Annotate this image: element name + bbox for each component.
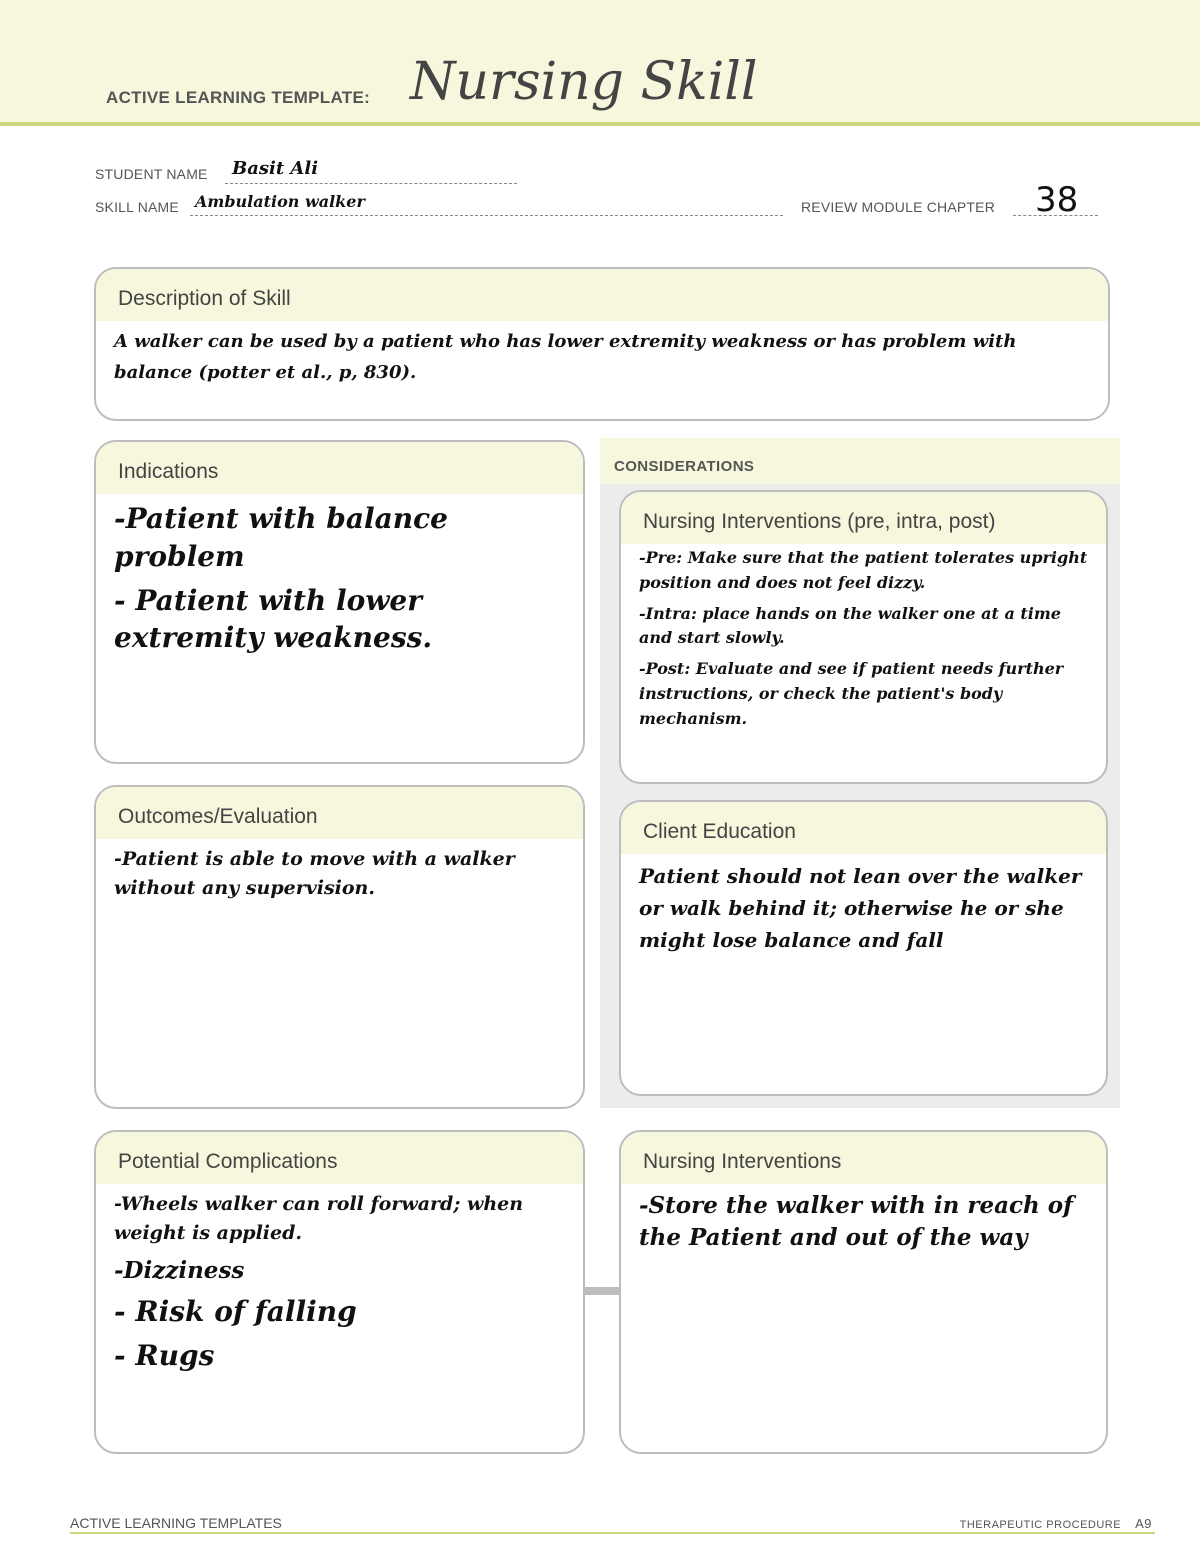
indications-box[interactable] (94, 440, 585, 764)
complication-item: - Risk of falling (114, 1295, 357, 1329)
footer-left: ACTIVE LEARNING TEMPLATES (70, 1515, 282, 1531)
nursing-interventions-box[interactable] (619, 1130, 1108, 1454)
client-education-title: Client Education (621, 802, 1106, 854)
nursing-interventions-title: Nursing Interventions (621, 1132, 1106, 1184)
complication-item: - Rugs (114, 1338, 215, 1372)
description-text: A walker can be used by a patient who has lower extremity weakness or has problem with balance (potter et al., p, 830). (114, 331, 1017, 383)
nursing-interventions-pip-title: Nursing Interventions (pre, intra, post) (621, 492, 1106, 544)
indications-title: Indications (96, 442, 583, 494)
student-name-line (225, 183, 517, 184)
complication-item: -Wheels walker can roll forward; when weight is applied. (114, 1193, 524, 1245)
box-connector (583, 1287, 621, 1295)
description-box[interactable] (94, 267, 1110, 421)
client-education-text: Patient should not lean over the walker or walk behind it; otherwise he or she might lose balance and fall (639, 864, 1082, 952)
student-name-label: STUDENT NAME (95, 166, 208, 182)
skill-name-label: SKILL NAME (95, 199, 179, 215)
header-rule (0, 122, 1200, 126)
complications-title: Potential Complications (96, 1132, 583, 1184)
outcomes-title: Outcomes/Evaluation (96, 787, 583, 839)
intervention-item: -Intra: place hands on the walker one at a time and start slowly. (639, 603, 1061, 648)
footer-rule (70, 1532, 1155, 1534)
template-label: ACTIVE LEARNING TEMPLATE: (106, 88, 371, 107)
template-title: Nursing Skill (410, 52, 758, 112)
intervention-item: -Post: Evaluate and see if patient needs further instructions, or check the patient's body mechanism. (639, 659, 1064, 728)
description-title: Description of Skill (96, 269, 1108, 321)
intervention-item: -Pre: Make sure that the patient tolerates upright position and does not feel dizzy. (639, 548, 1088, 592)
indication-item: -Patient with balance problem (114, 502, 448, 573)
client-education-box[interactable] (619, 800, 1108, 1096)
outcomes-box[interactable] (94, 785, 585, 1109)
skill-name-value[interactable]: Ambulation walker (195, 192, 365, 211)
student-name-value[interactable]: Basit Ali (232, 158, 319, 179)
nursing-interventions-pip-box[interactable] (619, 490, 1108, 784)
chapter-value[interactable]: 38 (1035, 180, 1079, 220)
complication-item: -Dizziness (114, 1256, 245, 1284)
skill-name-line (190, 215, 783, 216)
indication-item: - Patient with lower extremity weakness. (114, 583, 433, 655)
footer-procedure: THERAPEUTIC PROCEDURE (959, 1519, 1122, 1531)
footer-right (960, 1516, 1152, 1531)
footer-page-number: A9 (1135, 1516, 1152, 1531)
nursing-interventions-text: -Store the walker with in reach of the Patient and out of the way (639, 1192, 1073, 1252)
chapter-label: REVIEW MODULE CHAPTER (801, 199, 995, 215)
considerations-label: CONSIDERATIONS (614, 458, 755, 475)
outcomes-text: -Patient is able to move with a walker without any supervision. (114, 848, 515, 899)
complications-box[interactable] (94, 1130, 585, 1454)
